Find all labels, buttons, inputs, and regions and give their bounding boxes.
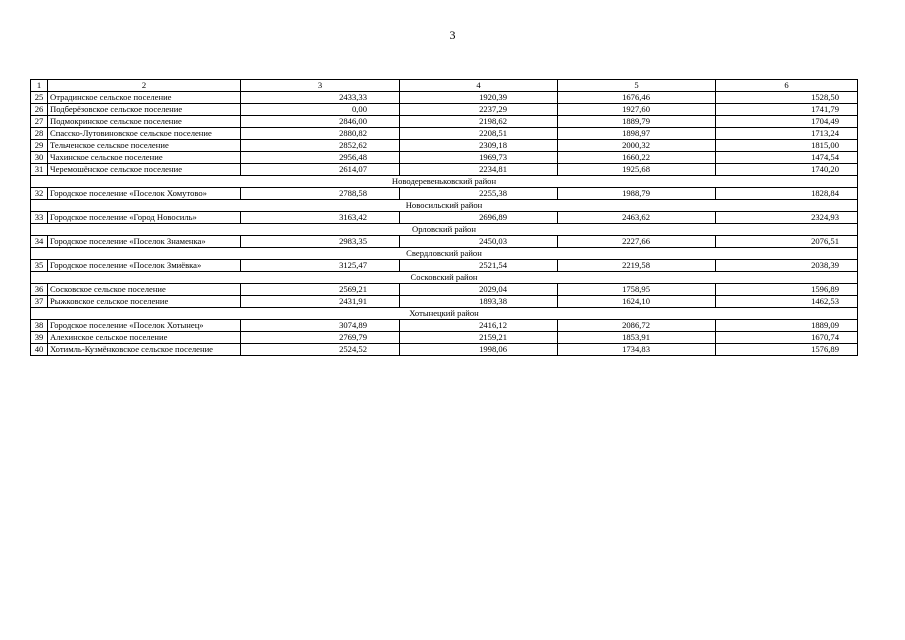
value-col-6: 1815,00 bbox=[716, 140, 858, 152]
value-col-6: 1704,49 bbox=[716, 116, 858, 128]
table-row bbox=[31, 188, 858, 200]
row-number: 34 bbox=[31, 236, 48, 248]
value-col-5: 1853,91 bbox=[558, 332, 716, 344]
column-header: 1 bbox=[31, 80, 48, 92]
settlement-name: Чахинское сельское поселение bbox=[48, 152, 241, 164]
settlement-name: Городское поселение «Поселок Змиёвка» bbox=[48, 260, 241, 272]
value-col-3: 2431,91 bbox=[241, 296, 400, 308]
district-name: Свердловский район bbox=[31, 248, 858, 260]
value-col-3: 2569,21 bbox=[241, 284, 400, 296]
value-col-6: 1713,24 bbox=[716, 128, 858, 140]
row-number: 25 bbox=[31, 92, 48, 104]
value-col-3: 2524,52 bbox=[241, 344, 400, 356]
value-col-6: 1528,50 bbox=[716, 92, 858, 104]
value-col-4: 2237,29 bbox=[400, 104, 558, 116]
value-col-3: 2956,48 bbox=[241, 152, 400, 164]
table-row bbox=[31, 128, 858, 140]
row-number: 35 bbox=[31, 260, 48, 272]
value-col-4: 2416,12 bbox=[400, 320, 558, 332]
value-col-6: 1889,09 bbox=[716, 320, 858, 332]
row-number: 38 bbox=[31, 320, 48, 332]
table-row bbox=[31, 260, 858, 272]
value-col-5: 1925,68 bbox=[558, 164, 716, 176]
settlement-name: Рыжковское сельское поселение bbox=[48, 296, 241, 308]
district-name: Новосильский район bbox=[31, 200, 858, 212]
value-col-3: 2880,82 bbox=[241, 128, 400, 140]
table-row bbox=[31, 152, 858, 164]
row-number: 31 bbox=[31, 164, 48, 176]
value-col-6: 1670,74 bbox=[716, 332, 858, 344]
value-col-3: 2788,58 bbox=[241, 188, 400, 200]
value-col-6: 2038,39 bbox=[716, 260, 858, 272]
value-col-4: 1920,39 bbox=[400, 92, 558, 104]
settlement-name: Черемошёнское сельское поселение bbox=[48, 164, 241, 176]
table-header-row bbox=[31, 80, 858, 92]
row-number: 37 bbox=[31, 296, 48, 308]
value-col-3: 2983,35 bbox=[241, 236, 400, 248]
table-row bbox=[31, 92, 858, 104]
district-name: Орловский район bbox=[31, 224, 858, 236]
value-col-4: 2521,54 bbox=[400, 260, 558, 272]
value-col-4: 2208,51 bbox=[400, 128, 558, 140]
value-col-4: 2159,21 bbox=[400, 332, 558, 344]
settlement-name: Подмокринское сельское поселение bbox=[48, 116, 241, 128]
district-header-row bbox=[31, 176, 858, 188]
settlement-name: Хотимль-Кузмёнковское сельское поселение bbox=[48, 344, 241, 356]
value-col-4: 2029,04 bbox=[400, 284, 558, 296]
row-number: 32 bbox=[31, 188, 48, 200]
row-number: 30 bbox=[31, 152, 48, 164]
value-col-5: 2000,32 bbox=[558, 140, 716, 152]
value-col-6: 1828,84 bbox=[716, 188, 858, 200]
district-name: Хотынецкий район bbox=[31, 308, 858, 320]
value-col-6: 1474,54 bbox=[716, 152, 858, 164]
value-col-5: 1889,79 bbox=[558, 116, 716, 128]
table-row bbox=[31, 284, 858, 296]
row-number: 27 bbox=[31, 116, 48, 128]
value-col-5: 1660,22 bbox=[558, 152, 716, 164]
value-col-6: 2076,51 bbox=[716, 236, 858, 248]
column-header: 2 bbox=[48, 80, 241, 92]
settlement-name: Городское поселение «Поселок Хомутово» bbox=[48, 188, 241, 200]
settlement-name: Алехинское сельское поселение bbox=[48, 332, 241, 344]
settlement-name: Спасско-Лутовиновское сельское поселение bbox=[48, 128, 241, 140]
value-col-5: 1734,83 bbox=[558, 344, 716, 356]
value-col-6: 1462,53 bbox=[716, 296, 858, 308]
value-col-5: 1927,60 bbox=[558, 104, 716, 116]
value-col-3: 0,00 bbox=[241, 104, 400, 116]
district-header-row bbox=[31, 308, 858, 320]
table-row bbox=[31, 296, 858, 308]
value-col-5: 1676,46 bbox=[558, 92, 716, 104]
district-name: Новодеревеньковский район bbox=[31, 176, 858, 188]
district-header-row bbox=[31, 272, 858, 284]
value-col-6: 1596,89 bbox=[716, 284, 858, 296]
value-col-4: 1998,06 bbox=[400, 344, 558, 356]
value-col-3: 3163,42 bbox=[241, 212, 400, 224]
row-number: 36 bbox=[31, 284, 48, 296]
table-row bbox=[31, 332, 858, 344]
settlement-name: Сосковское сельское поселение bbox=[48, 284, 241, 296]
row-number: 39 bbox=[31, 332, 48, 344]
column-header: 6 bbox=[716, 80, 858, 92]
value-col-3: 3125,47 bbox=[241, 260, 400, 272]
settlement-name: Городское поселение «Поселок Знаменка» bbox=[48, 236, 241, 248]
column-header: 3 bbox=[241, 80, 400, 92]
table-row bbox=[31, 344, 858, 356]
table-row bbox=[31, 164, 858, 176]
value-col-3: 2852,62 bbox=[241, 140, 400, 152]
row-number: 28 bbox=[31, 128, 48, 140]
value-col-3: 2769,79 bbox=[241, 332, 400, 344]
row-number: 33 bbox=[31, 212, 48, 224]
value-col-4: 2234,81 bbox=[400, 164, 558, 176]
table-row bbox=[31, 104, 858, 116]
value-col-5: 2219,58 bbox=[558, 260, 716, 272]
settlement-name: Городское поселение «Поселок Хотынец» bbox=[48, 320, 241, 332]
table-row bbox=[31, 236, 858, 248]
value-col-5: 2086,72 bbox=[558, 320, 716, 332]
page-number: 3 bbox=[449, 28, 456, 42]
district-header-row bbox=[31, 248, 858, 260]
value-col-4: 2450,03 bbox=[400, 236, 558, 248]
district-header-row bbox=[31, 224, 858, 236]
value-col-4: 2696,89 bbox=[400, 212, 558, 224]
value-col-4: 2255,38 bbox=[400, 188, 558, 200]
table-row bbox=[31, 212, 858, 224]
table-row bbox=[31, 116, 858, 128]
value-col-6: 1576,89 bbox=[716, 344, 858, 356]
value-col-6: 2324,93 bbox=[716, 212, 858, 224]
row-number: 26 bbox=[31, 104, 48, 116]
value-col-4: 2198,62 bbox=[400, 116, 558, 128]
value-col-3: 2846,00 bbox=[241, 116, 400, 128]
value-col-5: 2227,66 bbox=[558, 236, 716, 248]
value-col-3: 2433,33 bbox=[241, 92, 400, 104]
district-header-row bbox=[31, 200, 858, 212]
table-body bbox=[31, 80, 858, 356]
value-col-3: 3074,89 bbox=[241, 320, 400, 332]
settlement-name: Отрадинское сельское поселение bbox=[48, 92, 241, 104]
value-col-5: 1988,79 bbox=[558, 188, 716, 200]
column-header: 5 bbox=[558, 80, 716, 92]
value-col-6: 1741,79 bbox=[716, 104, 858, 116]
value-col-5: 1758,95 bbox=[558, 284, 716, 296]
table-row bbox=[31, 140, 858, 152]
value-col-3: 2614,07 bbox=[241, 164, 400, 176]
settlement-name: Тельченское сельское поселение bbox=[48, 140, 241, 152]
district-name: Сосковский район bbox=[31, 272, 858, 284]
value-col-6: 1740,20 bbox=[716, 164, 858, 176]
value-col-4: 1893,38 bbox=[400, 296, 558, 308]
value-col-5: 2463,62 bbox=[558, 212, 716, 224]
settlements-table bbox=[30, 79, 858, 356]
table-row bbox=[31, 320, 858, 332]
value-col-5: 1624,10 bbox=[558, 296, 716, 308]
value-col-5: 1898,97 bbox=[558, 128, 716, 140]
column-header: 4 bbox=[400, 80, 558, 92]
row-number: 29 bbox=[31, 140, 48, 152]
settlement-name: Подберёзовское сельское поселение bbox=[48, 104, 241, 116]
settlement-name: Городское поселение «Город Новосиль» bbox=[48, 212, 241, 224]
value-col-4: 2309,18 bbox=[400, 140, 558, 152]
value-col-4: 1969,73 bbox=[400, 152, 558, 164]
row-number: 40 bbox=[31, 344, 48, 356]
